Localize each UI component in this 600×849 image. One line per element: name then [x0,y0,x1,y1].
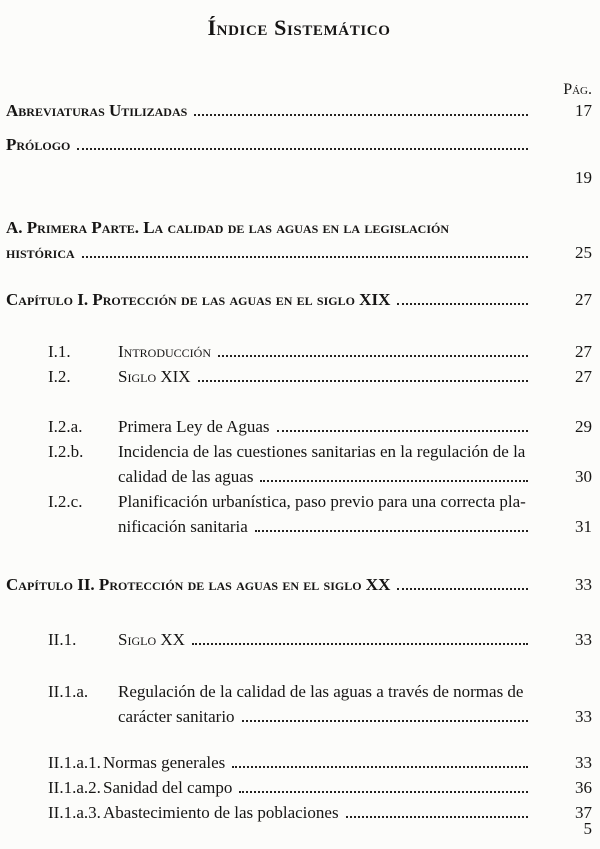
entry-page-number: 25 [575,243,592,262]
dot-leader [277,430,528,432]
entry-page-number: 27 [575,290,592,309]
entry-last-line [118,464,592,489]
entry-page-number: 17 [575,101,592,120]
dot-leader [218,355,528,357]
entry-text: histórica [6,243,75,262]
entry-page-number: 33 [575,753,592,772]
entry-text-line: Regulación de la calidad de las aguas a través de normas de [118,682,524,701]
entry-text: Sanidad del campo [103,778,233,797]
entry-label: II.1. [48,630,77,649]
dot-leader [397,303,528,305]
page-column-header: Pág. [563,81,592,98]
entry-text: Siglo XIX [118,367,191,386]
entry-text: Siglo XX [118,630,185,649]
dot-leader [82,256,528,258]
entry-text-line: Planificación urbanística, paso previo para una correcta pla- [118,492,526,511]
dot-leader [255,530,528,532]
entry-last-line [6,240,592,265]
entry-text: Introducción [118,342,211,361]
entry-page-number: 37 [575,803,592,822]
entry-page-number: 29 [575,417,592,436]
entry-page-number: 27 [575,342,592,361]
dot-leader [260,480,528,482]
entry-text: Normas generales [103,753,226,772]
page-column-header-row [6,82,592,98]
toc-entry [6,132,592,157]
dot-leader [397,588,528,590]
entry-page-number: 30 [575,467,592,486]
toc-entry [6,98,592,123]
toc-list [6,98,592,825]
dot-leader [77,148,528,150]
entry-text: Abastecimiento de las poblaciones [103,803,339,822]
toc-entry [6,165,592,190]
dot-leader [192,643,528,645]
entry-page-number: 33 [575,575,592,594]
dot-leader [239,791,528,793]
dot-leader [194,114,528,116]
toc-entry [6,572,592,597]
page-title: Índice Sistemático [207,15,391,40]
entry-label: II.1.a.2. [48,778,101,797]
entry-body [118,439,592,489]
entry-label: II.1.a. [48,682,89,701]
dot-leader [242,720,528,722]
entry-text-line: A. Primera Parte. La calidad de las aguas en la legislación [6,218,450,237]
entry-page-number: 33 [575,707,592,726]
entry-label: I.2.b. [48,442,84,461]
entry-body [118,679,592,729]
dot-leader [232,766,528,768]
toc-entry [6,364,592,389]
entry-text: Capítulo II. Protección de las aguas en el siglo XX [6,575,391,594]
entry-last-line [118,514,592,539]
toc-entry [6,750,592,775]
dot-leader [346,816,528,818]
entry-page-number: 19 [575,168,592,187]
toc-entry [6,627,592,652]
entry-text: Abreviaturas Utilizadas [6,101,188,120]
toc-entry [6,414,592,439]
toc-entry [6,679,592,729]
toc-entry [6,489,592,539]
entry-text-line: Incidencia de las cuestiones sanitarias en la regulación de la [118,442,526,461]
entry-text: Capítulo I. Protección de las aguas en el siglo XIX [6,290,391,309]
toc-entry [6,439,592,489]
entry-text: carácter sanitario [118,707,235,726]
toc-entry [6,215,592,265]
entry-text: calidad de las aguas [118,467,254,486]
entry-text: Primera Ley de Aguas [118,417,270,436]
entry-page-number: 36 [575,778,592,797]
entry-page-number: 31 [575,517,592,536]
toc-entry [6,775,592,800]
entry-label: I.1. [48,342,71,361]
entry-label: I.2. [48,367,71,386]
entry-page-number: 27 [575,367,592,386]
entry-label: II.1.a.1. [48,753,101,772]
entry-last-line [118,704,592,729]
dot-leader [198,380,528,382]
toc-entry [6,287,592,312]
folio-page-number: 5 [583,819,592,838]
entry-body [6,215,592,265]
entry-label: I.2.c. [48,492,83,511]
entry-label: II.1.a.3. [48,803,101,822]
entry-page-number: 33 [575,630,592,649]
entry-text: nificación sanitaria [118,517,248,536]
entry-body [118,489,592,539]
toc-entry [6,339,592,364]
entry-label: I.2.a. [48,417,83,436]
entry-text: Prólogo [6,135,71,154]
